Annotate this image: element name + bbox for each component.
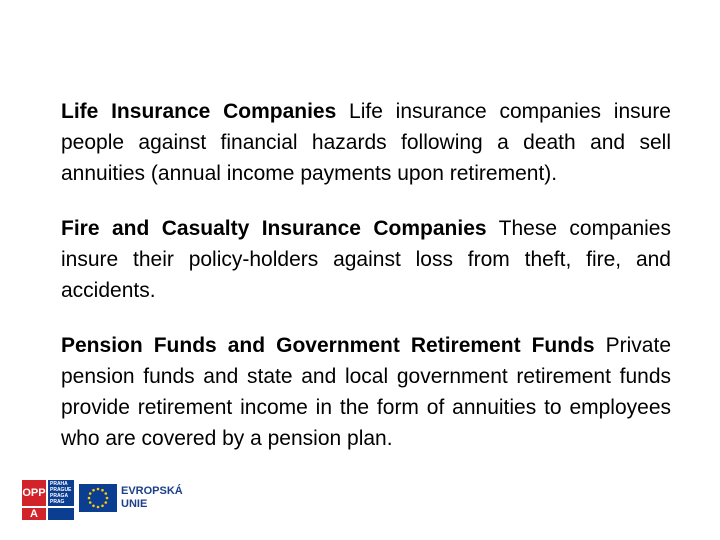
- eu-logo: [79, 484, 183, 512]
- paragraph-text: Private pension funds and state and local government retirement funds provide retirement income in the form of annuities to employees who are covered by a pension plan.: [61, 334, 671, 450]
- opp-prague-logo: [22, 480, 75, 520]
- paragraph-text: Life insurance companies insure people against financial hazards following a death and sell annuities (annual income payments upon retirement).: [61, 100, 671, 185]
- opp-logo-mark: OPP: [22, 480, 46, 506]
- paragraph-life-insurance: [61, 96, 671, 189]
- eu-label: [121, 485, 183, 511]
- paragraph-heading: Pension Funds and Government Retirement Funds: [61, 334, 595, 357]
- eu-flag-icon: [79, 484, 117, 512]
- paragraph-pension-funds: [61, 330, 671, 454]
- slide-body: [61, 96, 671, 478]
- paragraph-text: These companies insure their policy-holders against loss from theft, fire, and accidents.: [61, 217, 671, 302]
- opp-logo-fill: [48, 508, 74, 520]
- eu-label-line-2: UNIE: [121, 498, 148, 510]
- paragraph-fire-casualty: [61, 213, 671, 306]
- paragraph-heading: Life Insurance Companies: [61, 100, 337, 123]
- footer-logos: [22, 478, 202, 518]
- eu-label-line-1: EVROPSKÁ: [121, 485, 183, 497]
- opp-logo-small-text: PRAHA PRAGUE PRAGA PRAG: [48, 480, 74, 506]
- opp-logo-letter: A: [22, 508, 46, 520]
- paragraph-heading: Fire and Casualty Insurance Companies: [61, 217, 487, 240]
